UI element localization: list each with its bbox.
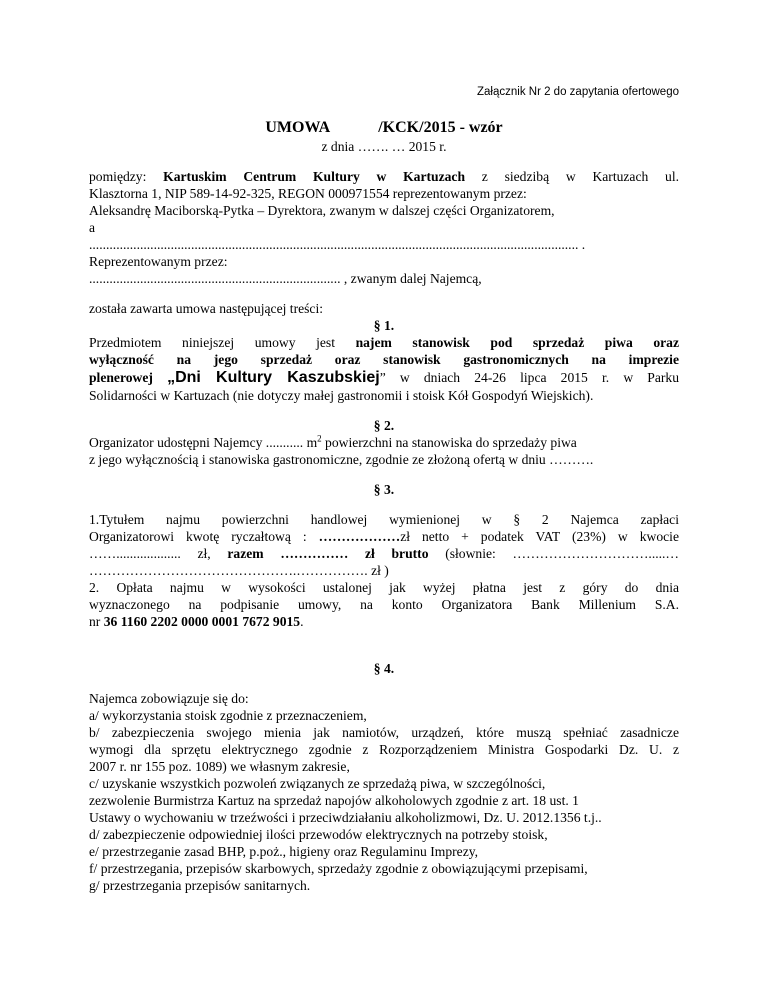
section-4-item-c-1: c/ uzyskanie wszystkich pozwoleń związanych ze sprzedażą piwa, w szczególności,	[89, 776, 546, 791]
parties-line-1: pomiędzy: Kartuskim Centrum Kultury w Kartuzach z siedzibą w Kartuzach ul.	[89, 169, 680, 184]
section-1-line-1: Przedmiotem niniejszej umowy jest najem stanowisk pod sprzedaż piwa oraz	[89, 335, 679, 350]
section-2-line-1: Organizator udostępni Najemcy ........... $m^2$ powierzchni na stanowiska do sprzedaży piwa	[89, 433, 577, 450]
title-number: /KCK/2015 - wzór	[378, 119, 503, 136]
parties-line-2: Klasztorna 1, NIP 589-14-92-325, REGON 000971554 reprezentowanym przez:	[89, 186, 527, 201]
section-1-line-2: wyłączność na jego sprzedaż oraz stanowisk gastronomicznych na imprezie	[89, 352, 679, 367]
section-4-item-f: f/ przestrzegania, przepisów skarbowych, sprzedaży zgodnie z obowiązującymi przepisami,	[89, 861, 588, 876]
parties-line-7: .......................................................................... , zwanym dalej Najemcą,	[89, 271, 482, 286]
parties-line-6: Reprezentowanym przez:	[89, 254, 228, 269]
section-3-line-6: wyznaczonego na podpisanie umowy, na konto Organizatora Bank Millenium S.A.	[89, 597, 679, 612]
parties-line-4: a	[89, 220, 96, 235]
date-line: z dnia ……. … 2015 r.	[321, 139, 447, 154]
section-3-line-3: ……................... zł, razem …………… zł brutto (słownie: ………………………….....…	[89, 546, 680, 561]
section-1-line-4: Solidarności w Kartuzach (nie dotyczy małej gastronomii i stoisk Kół Gospodyń Wiejskich).	[89, 388, 594, 403]
section-4-item-g: g/ przestrzegania przepisów sanitarnych.	[89, 878, 311, 893]
section-4-heading: § 4.	[373, 661, 395, 676]
section-4-item-c-3: Ustawy o wychowaniu w trzeźwości i przeciwdziałaniu alkoholizmowi, Dz. U. 2012.1356 t.j..	[89, 810, 602, 825]
section-3-line-1: 1.Tytułem najmu powierzchni handlowej wymienionej w § 2 Najemca zapłaci	[89, 512, 679, 527]
section-4-item-b-3: 2007 r. nr 155 poz. 1089) we własnym zakresie,	[89, 759, 350, 774]
festival-name: „Dni Kultury Kaszubskiej	[167, 369, 380, 386]
bank-account-number: 36 1160 2202 0000 0001 7672 9015	[103, 614, 301, 629]
section-4-item-d: d/ zabezpieczenie odpowiedniej ilości przewodów elektrycznych na potrzeby stoisk,	[89, 827, 548, 842]
parties-line-5: ................................................................................................................................................ .	[89, 237, 586, 252]
organizer-name: Kartuskim Centrum Kultury w Kartuzach	[163, 169, 466, 184]
section-3-heading: § 3.	[373, 482, 395, 497]
section-2-heading: § 2.	[373, 418, 395, 433]
parties-line-3: Aleksandrę Maciborską-Pytka – Dyrektora, zwanym w dalszej części Organizatorem,	[89, 203, 555, 218]
section-3-line-5: 2. Opłata najmu w wysokości ustalonej jak wyżej płatna jest z góry do dnia	[89, 580, 679, 595]
section-4-intro: Najemca zobowiązuje się do:	[89, 691, 249, 706]
section-3-line-2: Organizatorowi kwotę ryczałtową : ………………zł netto + podatek VAT (23%) w kwocie	[89, 529, 679, 544]
section-1-heading: § 1.	[373, 318, 395, 333]
contract-title	[0, 120, 768, 137]
intro-line: została zawarta umowa następującej treści:	[89, 301, 324, 316]
section-2-line-2: z jego wyłącznością i stanowiska gastronomiczne, zgodnie ze złożoną ofertą w dniu ……….	[89, 452, 594, 467]
title-umowa: UMOWA	[265, 119, 331, 136]
section-4-item-c-2: zezwolenie Burmistrza Kartuz na sprzedaż napojów alkoholowych zgodnie z art. 18 ust. 1	[89, 793, 579, 808]
section-3-line-4: ……………………………………….……………. zł )	[89, 563, 389, 578]
section-4-item-e: e/ przestrzeganie zasad BHP, p.poż., higieny oraz Regulaminu Imprezy,	[89, 844, 479, 859]
section-4-item-a: a/ wykorzystania stoisk zgodnie z przeznaczeniem,	[89, 708, 367, 723]
section-4-item-b-1: b/ zabezpieczenia swojego mienia jak namiotów, urządzeń, które muszą spełniać zasadnicze	[89, 725, 679, 740]
section-1-line-3: plenerowej „Dni Kultury Kaszubskiej” w dniach 24-26 lipca 2015 r. w Parku	[89, 369, 679, 386]
attachment-note: Załącznik Nr 2 do zapytania ofertowego	[477, 86, 679, 98]
section-3-line-7: nr 36 1160 2202 0000 0001 7672 9015.	[89, 614, 304, 629]
section-4-item-b-2: wymogi dla sprzętu elektrycznego zgodnie z Rozporządzeniem Ministra Gospodarki Dz. U. z	[89, 742, 679, 757]
